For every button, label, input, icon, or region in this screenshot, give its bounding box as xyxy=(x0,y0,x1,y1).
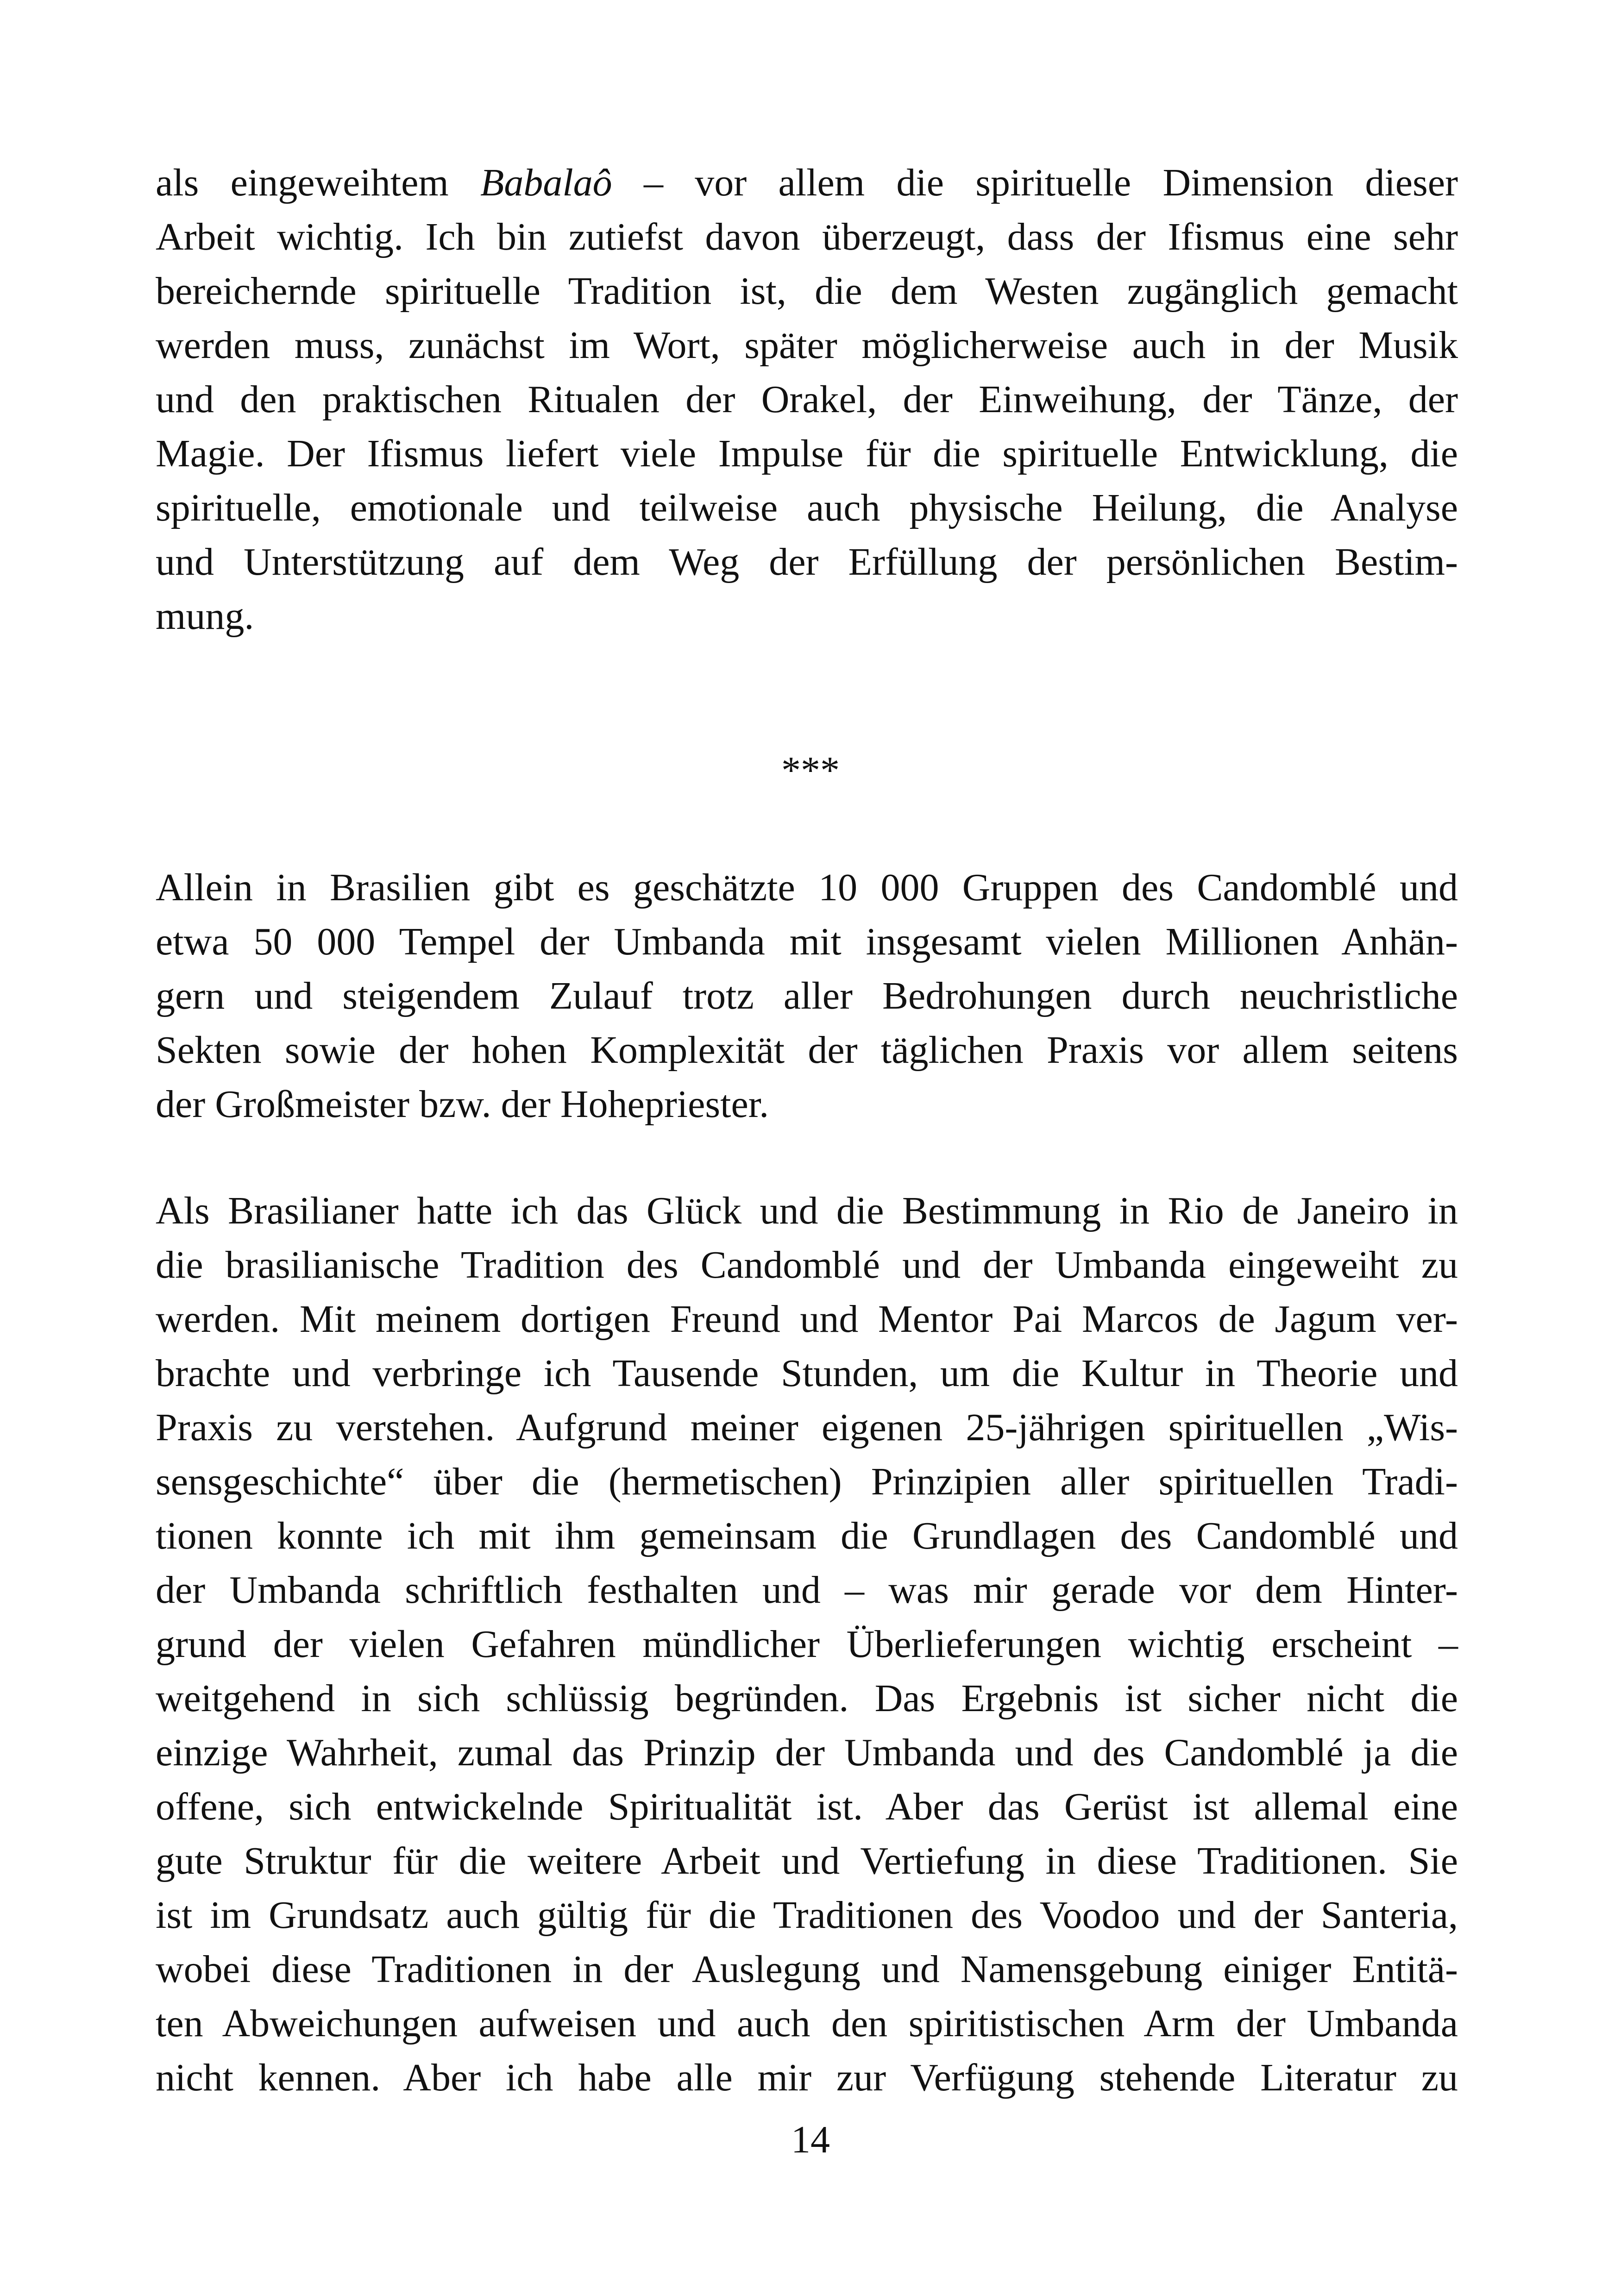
paragraph-1-line: und den praktischen Ritualen der Orakel, der Einweihung, der Tänze, der xyxy=(156,378,1458,421)
paragraph-1 xyxy=(156,156,1458,643)
paragraph-2-line: Sekten sowie der hohen Komplexität der täglichen Praxis vor allem seitens xyxy=(156,1029,1458,1072)
paragraph-3-line: nicht kennen. Aber ich habe alle mir zur Verfügung stehende Literatur zu xyxy=(156,2056,1458,2099)
paragraph-3-line: einzige Wahrheit, zumal das Prinzip der Umbanda und des Candomblé ja die xyxy=(156,1731,1458,1774)
paragraph-3-line: brachte und verbringe ich Tausende Stunden, um die Kultur in Theorie und xyxy=(156,1352,1458,1395)
paragraph-1-line: und Unterstützung auf dem Weg der Erfüllung der persönlichen Bestim- xyxy=(156,540,1458,583)
paragraph-2-line: der Großmeister bzw. der Hohepriester. xyxy=(156,1083,769,1126)
section-separator: *** xyxy=(781,749,840,792)
paragraph-3-line: Als Brasilianer hatte ich das Glück und die Bestimmung in Rio de Janeiro in xyxy=(156,1189,1458,1232)
paragraph-1-line-1: als eingeweihtem Babalaô – vor allem die spirituelle Dimension dieser xyxy=(156,161,1458,204)
paragraph-1-line: spirituelle, emotionale und teilweise auch physische Heilung, die Analyse xyxy=(156,486,1458,529)
babalao-term: Babalaô xyxy=(480,161,612,204)
paragraph-3 xyxy=(156,1184,1458,2105)
paragraph-3-line: der Umbanda schriftlich festhalten und – was mir gerade vor dem Hinter- xyxy=(156,1568,1458,1612)
paragraph-2-line: Allein in Brasilien gibt es geschätzte 10 000 Gruppen des Candomblé und xyxy=(156,866,1458,909)
paragraph-3-line: Praxis zu verstehen. Aufgrund meiner eigenen 25-jährigen spirituellen „Wis- xyxy=(156,1406,1458,1449)
paragraph-1-line: werden muss, zunächst im Wort, später möglicherweise auch in der Musik xyxy=(156,324,1458,367)
paragraph-3-line: ist im Grundsatz auch gültig für die Traditionen des Voodoo und der Santeria, xyxy=(156,1894,1458,1937)
page-number: 14 xyxy=(791,2118,830,2161)
paragraph-1-line: bereichernde spirituelle Tradition ist, die dem Westen zugänglich gemacht xyxy=(156,270,1458,313)
paragraph-3-line: gute Struktur für die weitere Arbeit und Vertiefung in diese Traditionen. Sie xyxy=(156,1839,1458,1882)
paragraph-2-line: gern und steigendem Zulauf trotz aller Bedrohungen durch neuchristliche xyxy=(156,974,1458,1017)
paragraph-3-line: ten Abweichungen aufweisen und auch den spiritistischen Arm der Umbanda xyxy=(156,2002,1458,2045)
paragraph-2 xyxy=(156,860,1458,1131)
paragraph-2-line: etwa 50 000 Tempel der Umbanda mit insgesamt vielen Millionen Anhän- xyxy=(156,920,1458,963)
paragraph-3-line: tionen konnte ich mit ihm gemeinsam die Grundlagen des Candomblé und xyxy=(156,1514,1458,1557)
paragraph-3-line: grund der vielen Gefahren mündlicher Überlieferungen wichtig erscheint – xyxy=(156,1623,1458,1666)
paragraph-1-line: Magie. Der Ifismus liefert viele Impulse für die spirituelle Entwicklung, die xyxy=(156,432,1458,475)
paragraph-3-line: sensgeschichte“ über die (hermetischen) Prinzipien aller spirituellen Tradi- xyxy=(156,1460,1458,1503)
paragraph-3-line: werden. Mit meinem dortigen Freund und Mentor Pai Marcos de Jagum ver- xyxy=(156,1298,1458,1341)
paragraph-3-line: wobei diese Traditionen in der Auslegung und Namensgebung einiger Entitä- xyxy=(156,1948,1458,1991)
paragraph-3-line: weitgehend in sich schlüssig begründen. Das Ergebnis ist sicher nicht die xyxy=(156,1677,1458,1720)
paragraph-3-line: offene, sich entwickelnde Spiritualität ist. Aber das Gerüst ist allemal eine xyxy=(156,1785,1458,1828)
paragraph-1-line: mung. xyxy=(156,595,254,638)
paragraph-1-line: Arbeit wichtig. Ich bin zutiefst davon überzeugt, dass der Ifismus eine sehr xyxy=(156,215,1458,258)
paragraph-3-line: die brasilianische Tradition des Candomblé und der Umbanda eingeweiht zu xyxy=(156,1243,1458,1286)
